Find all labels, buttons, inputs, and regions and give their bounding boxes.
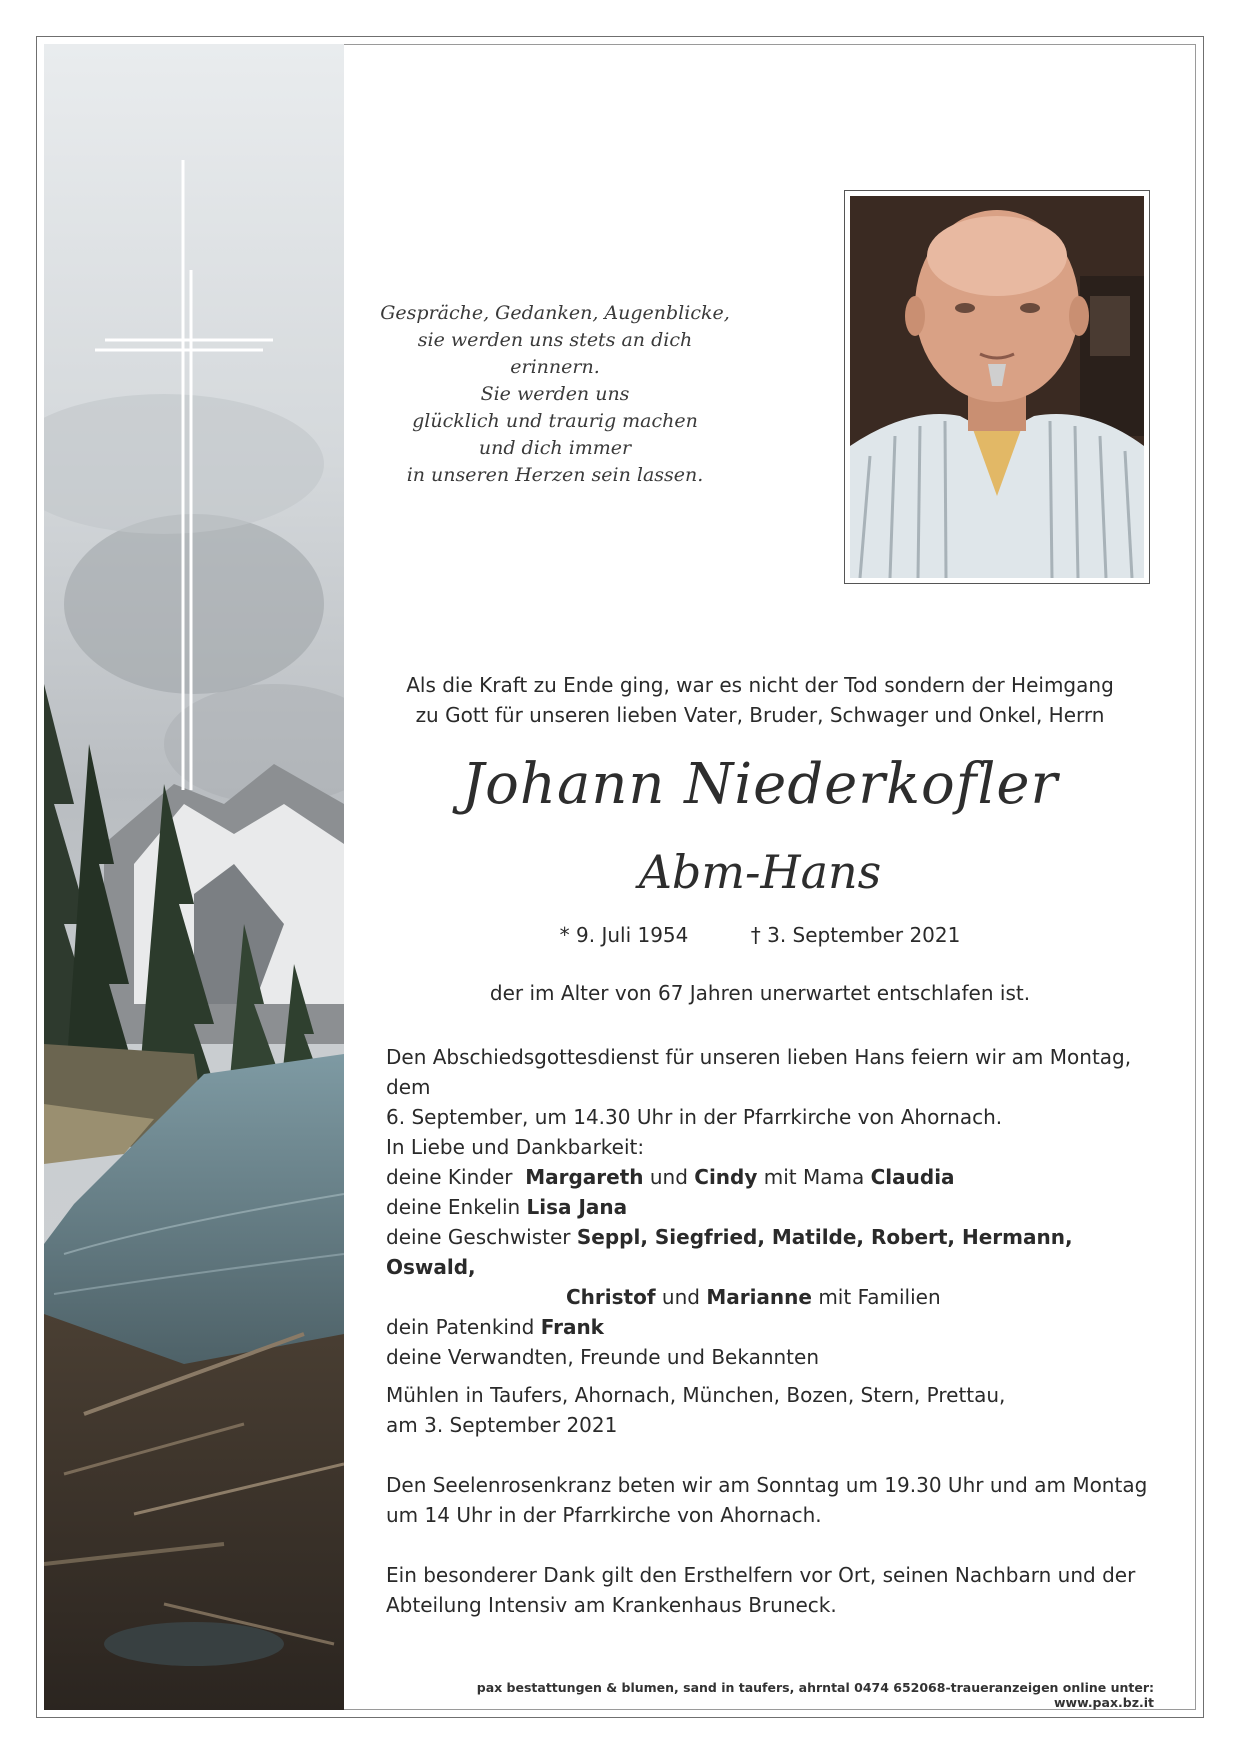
intro-line: Als die Kraft zu Ende ging, war es nicht der Tod sondern der Heimgang: [406, 673, 1114, 697]
life-dates: [380, 923, 1140, 947]
conjunction: und: [661, 1285, 700, 1309]
grandchild-prefix: deine Enkelin: [386, 1195, 521, 1219]
quote-line: und dich immer: [478, 437, 632, 459]
service-line: 6. September, um 14.30 Uhr in der Pfarrkirche von Ahornach.: [386, 1105, 1003, 1129]
quote-line: in unseren Herzen sein lassen.: [406, 464, 704, 486]
family-list: [386, 1132, 1154, 1372]
siblings-prefix: deine Geschwister: [386, 1225, 571, 1249]
memorial-quote: [380, 300, 730, 489]
footer-imprint: pax bestattungen & blumen, sand in taufers, ahrntal 0474 652068-traueranzeigen online unter: www.pax.bz.it: [476, 1680, 1154, 1710]
grandchild-name: Lisa Jana: [526, 1195, 628, 1219]
siblings-names: Seppl, Siegfried, Matilde, Robert, Hermann, Oswald,: [386, 1225, 1073, 1279]
sibling-name: Christof: [566, 1285, 656, 1309]
place-date: [386, 1380, 1154, 1440]
intro-line: zu Gott für unseren lieben Vater, Bruder, Schwager und Onkel, Herrn: [415, 703, 1105, 727]
family-heading: In Liebe und Dankbarkeit:: [386, 1135, 645, 1159]
quote-line: sie werden uns stets an dich erinnern.: [417, 329, 693, 378]
age-line: der im Alter von 67 Jahren unerwartet entschlafen ist.: [489, 981, 1031, 1005]
quote-line: Gespräche, Gedanken, Augenblicke,: [380, 302, 730, 324]
deceased-name: Johann Niederkofler: [461, 752, 1059, 817]
thanks-line: Abteilung Intensiv am Krankenhaus Bruneck.: [386, 1593, 837, 1617]
service-notice: [386, 1042, 1154, 1132]
date-line: am 3. September 2021: [386, 1413, 618, 1437]
sibling-name: Marianne: [706, 1285, 812, 1309]
child-name: Margareth: [525, 1165, 644, 1189]
quote-line: glücklich und traurig machen: [412, 410, 698, 432]
birth-date: * 9. Juli 1954: [559, 923, 689, 947]
children-prefix: deine Kinder: [386, 1165, 513, 1189]
thanks-line: Ein besonderer Dank gilt den Ersthelfern vor Ort, seinen Nachbarn und der: [386, 1563, 1136, 1587]
mama-name: Claudia: [870, 1165, 955, 1189]
siblings-suffix: mit Familien: [818, 1285, 941, 1309]
rosary-line: um 14 Uhr in der Pfarrkirche von Ahornach.: [386, 1503, 822, 1527]
godchild-name: Frank: [540, 1315, 604, 1339]
rosary-notice: [386, 1470, 1154, 1530]
portrait-photo: [850, 196, 1144, 578]
cross-icon: [95, 160, 275, 790]
rosary-line: Den Seelenrosenkranz beten wir am Sonntag um 19.30 Uhr und am Montag: [386, 1473, 1148, 1497]
quote-line: Sie werden uns: [480, 383, 630, 405]
godchild-line: [386, 1312, 1154, 1342]
place-line: Mühlen in Taufers, Ahornach, München, Bozen, Stern, Prettau,: [386, 1383, 1006, 1407]
children-line: [386, 1162, 1154, 1192]
conjunction: und: [649, 1165, 688, 1189]
child-name: Cindy: [694, 1165, 758, 1189]
thanks-notice: [386, 1560, 1154, 1620]
deceased-nickname: Abm-Hans: [638, 845, 882, 899]
siblings-line-2: [386, 1282, 1154, 1312]
siblings-line: [386, 1222, 1154, 1282]
godchild-prefix: dein Patenkind: [386, 1315, 535, 1339]
intro-text: [380, 670, 1140, 730]
portrait-frame: [844, 190, 1150, 584]
relatives-line: deine Verwandten, Freunde und Bekannten: [386, 1345, 820, 1369]
grandchild-line: [386, 1192, 1154, 1222]
service-line: Den Abschiedsgottesdienst für unseren lieben Hans feiern wir am Montag, dem: [386, 1045, 1132, 1099]
death-date: † 3. September 2021: [750, 923, 961, 947]
mama-prefix: mit Mama: [763, 1165, 865, 1189]
